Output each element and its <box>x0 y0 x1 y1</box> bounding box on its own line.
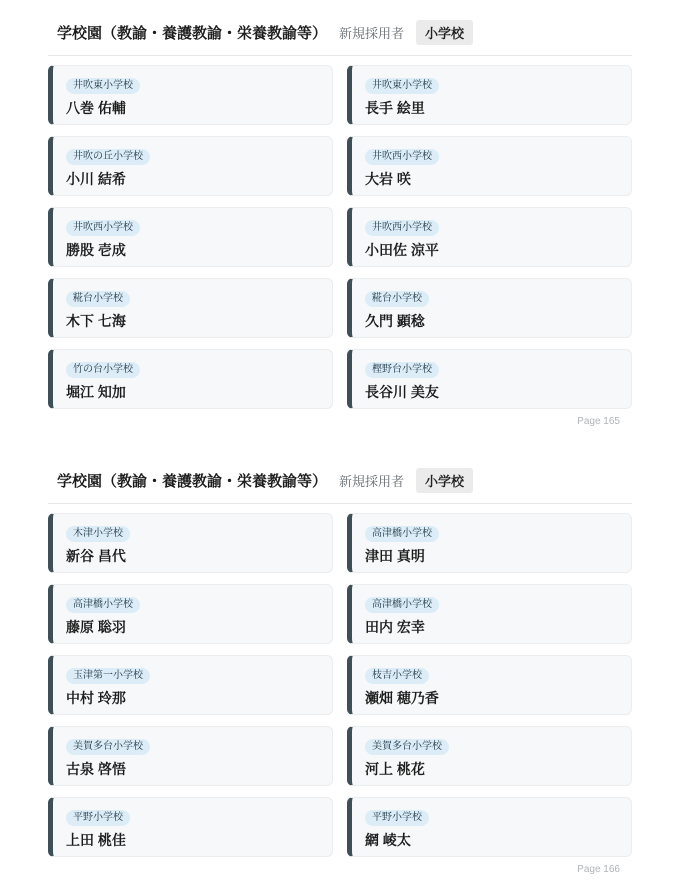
section-header <box>48 468 632 504</box>
page-number: Page 165 <box>577 416 620 427</box>
school-name-badge: 井吹西小学校 <box>365 220 439 236</box>
person-card <box>347 278 632 338</box>
person-card <box>48 584 333 644</box>
person-card <box>347 349 632 409</box>
report-section <box>0 20 680 428</box>
person-card <box>347 584 632 644</box>
person-name: 上田 桃佳 <box>66 832 126 848</box>
person-name: 瀬畑 穂乃香 <box>365 690 439 706</box>
page-number: Page 166 <box>577 864 620 875</box>
school-name-badge: 平野小学校 <box>365 810 429 826</box>
person-name: 中村 玲那 <box>66 690 126 706</box>
person-name: 小田佐 涼平 <box>365 242 439 258</box>
person-card <box>48 655 333 715</box>
school-level-badge: 小学校 <box>416 20 473 45</box>
school-name-badge: 井吹西小学校 <box>66 220 140 236</box>
school-name-badge: 井吹西小学校 <box>365 149 439 165</box>
school-name-badge: 高津橋小学校 <box>66 597 140 613</box>
person-name: 新谷 昌代 <box>66 548 126 564</box>
person-card <box>48 136 333 196</box>
person-name: 木下 七海 <box>66 313 126 329</box>
person-card <box>48 513 333 573</box>
school-name-badge: 井吹東小学校 <box>66 78 140 94</box>
person-name: 津田 真明 <box>365 548 425 564</box>
person-name: 堀江 知加 <box>66 384 126 400</box>
school-name-badge: 竹の台小学校 <box>66 362 140 378</box>
report <box>0 20 680 876</box>
school-name-badge: 樫野台小学校 <box>365 362 439 378</box>
card-grid <box>48 513 632 857</box>
person-name: 長谷川 美友 <box>365 384 439 400</box>
section-title: 学校園（教諭・養護教諭・栄養教諭等） <box>57 25 328 42</box>
school-name-badge: 井吹の丘小学校 <box>66 149 150 165</box>
school-name-badge: 高津橋小学校 <box>365 526 439 542</box>
person-name: 八巻 佑輔 <box>66 100 126 116</box>
person-name: 網 崚太 <box>365 832 411 848</box>
section-subtitle: 新規採用者 <box>339 26 405 41</box>
person-card <box>48 278 333 338</box>
person-card <box>48 726 333 786</box>
school-level-badge: 小学校 <box>416 468 473 493</box>
person-card <box>48 349 333 409</box>
report-section <box>0 468 680 876</box>
school-name-badge: 枝吉小学校 <box>365 668 429 684</box>
school-name-badge: 糀台小学校 <box>66 291 130 307</box>
person-name: 藤原 聡羽 <box>66 619 126 635</box>
person-name: 久門 顕稔 <box>365 313 425 329</box>
school-name-badge: 平野小学校 <box>66 810 130 826</box>
person-card <box>347 207 632 267</box>
person-card <box>347 65 632 125</box>
school-name-badge: 木津小学校 <box>66 526 130 542</box>
person-card <box>48 797 333 857</box>
person-card <box>347 513 632 573</box>
card-grid <box>48 65 632 409</box>
school-name-badge: 糀台小学校 <box>365 291 429 307</box>
school-name-badge: 高津橋小学校 <box>365 597 439 613</box>
person-card <box>347 797 632 857</box>
person-name: 長手 絵里 <box>365 100 425 116</box>
school-name-badge: 美賀多台小学校 <box>66 739 150 755</box>
person-name: 勝股 壱成 <box>66 242 126 258</box>
person-name: 河上 桃花 <box>365 761 425 777</box>
section-subtitle: 新規採用者 <box>339 474 405 489</box>
person-card <box>347 726 632 786</box>
person-name: 大岩 咲 <box>365 171 411 187</box>
person-name: 古泉 啓悟 <box>66 761 126 777</box>
section-header <box>48 20 632 56</box>
person-name: 田内 宏幸 <box>365 619 425 635</box>
person-card <box>48 207 333 267</box>
section-title: 学校園（教諭・養護教諭・栄養教諭等） <box>57 473 328 490</box>
school-name-badge: 井吹東小学校 <box>365 78 439 94</box>
person-name: 小川 結希 <box>66 171 126 187</box>
person-card <box>347 655 632 715</box>
person-card <box>347 136 632 196</box>
school-name-badge: 美賀多台小学校 <box>365 739 449 755</box>
person-card <box>48 65 333 125</box>
school-name-badge: 玉津第一小学校 <box>66 668 150 684</box>
